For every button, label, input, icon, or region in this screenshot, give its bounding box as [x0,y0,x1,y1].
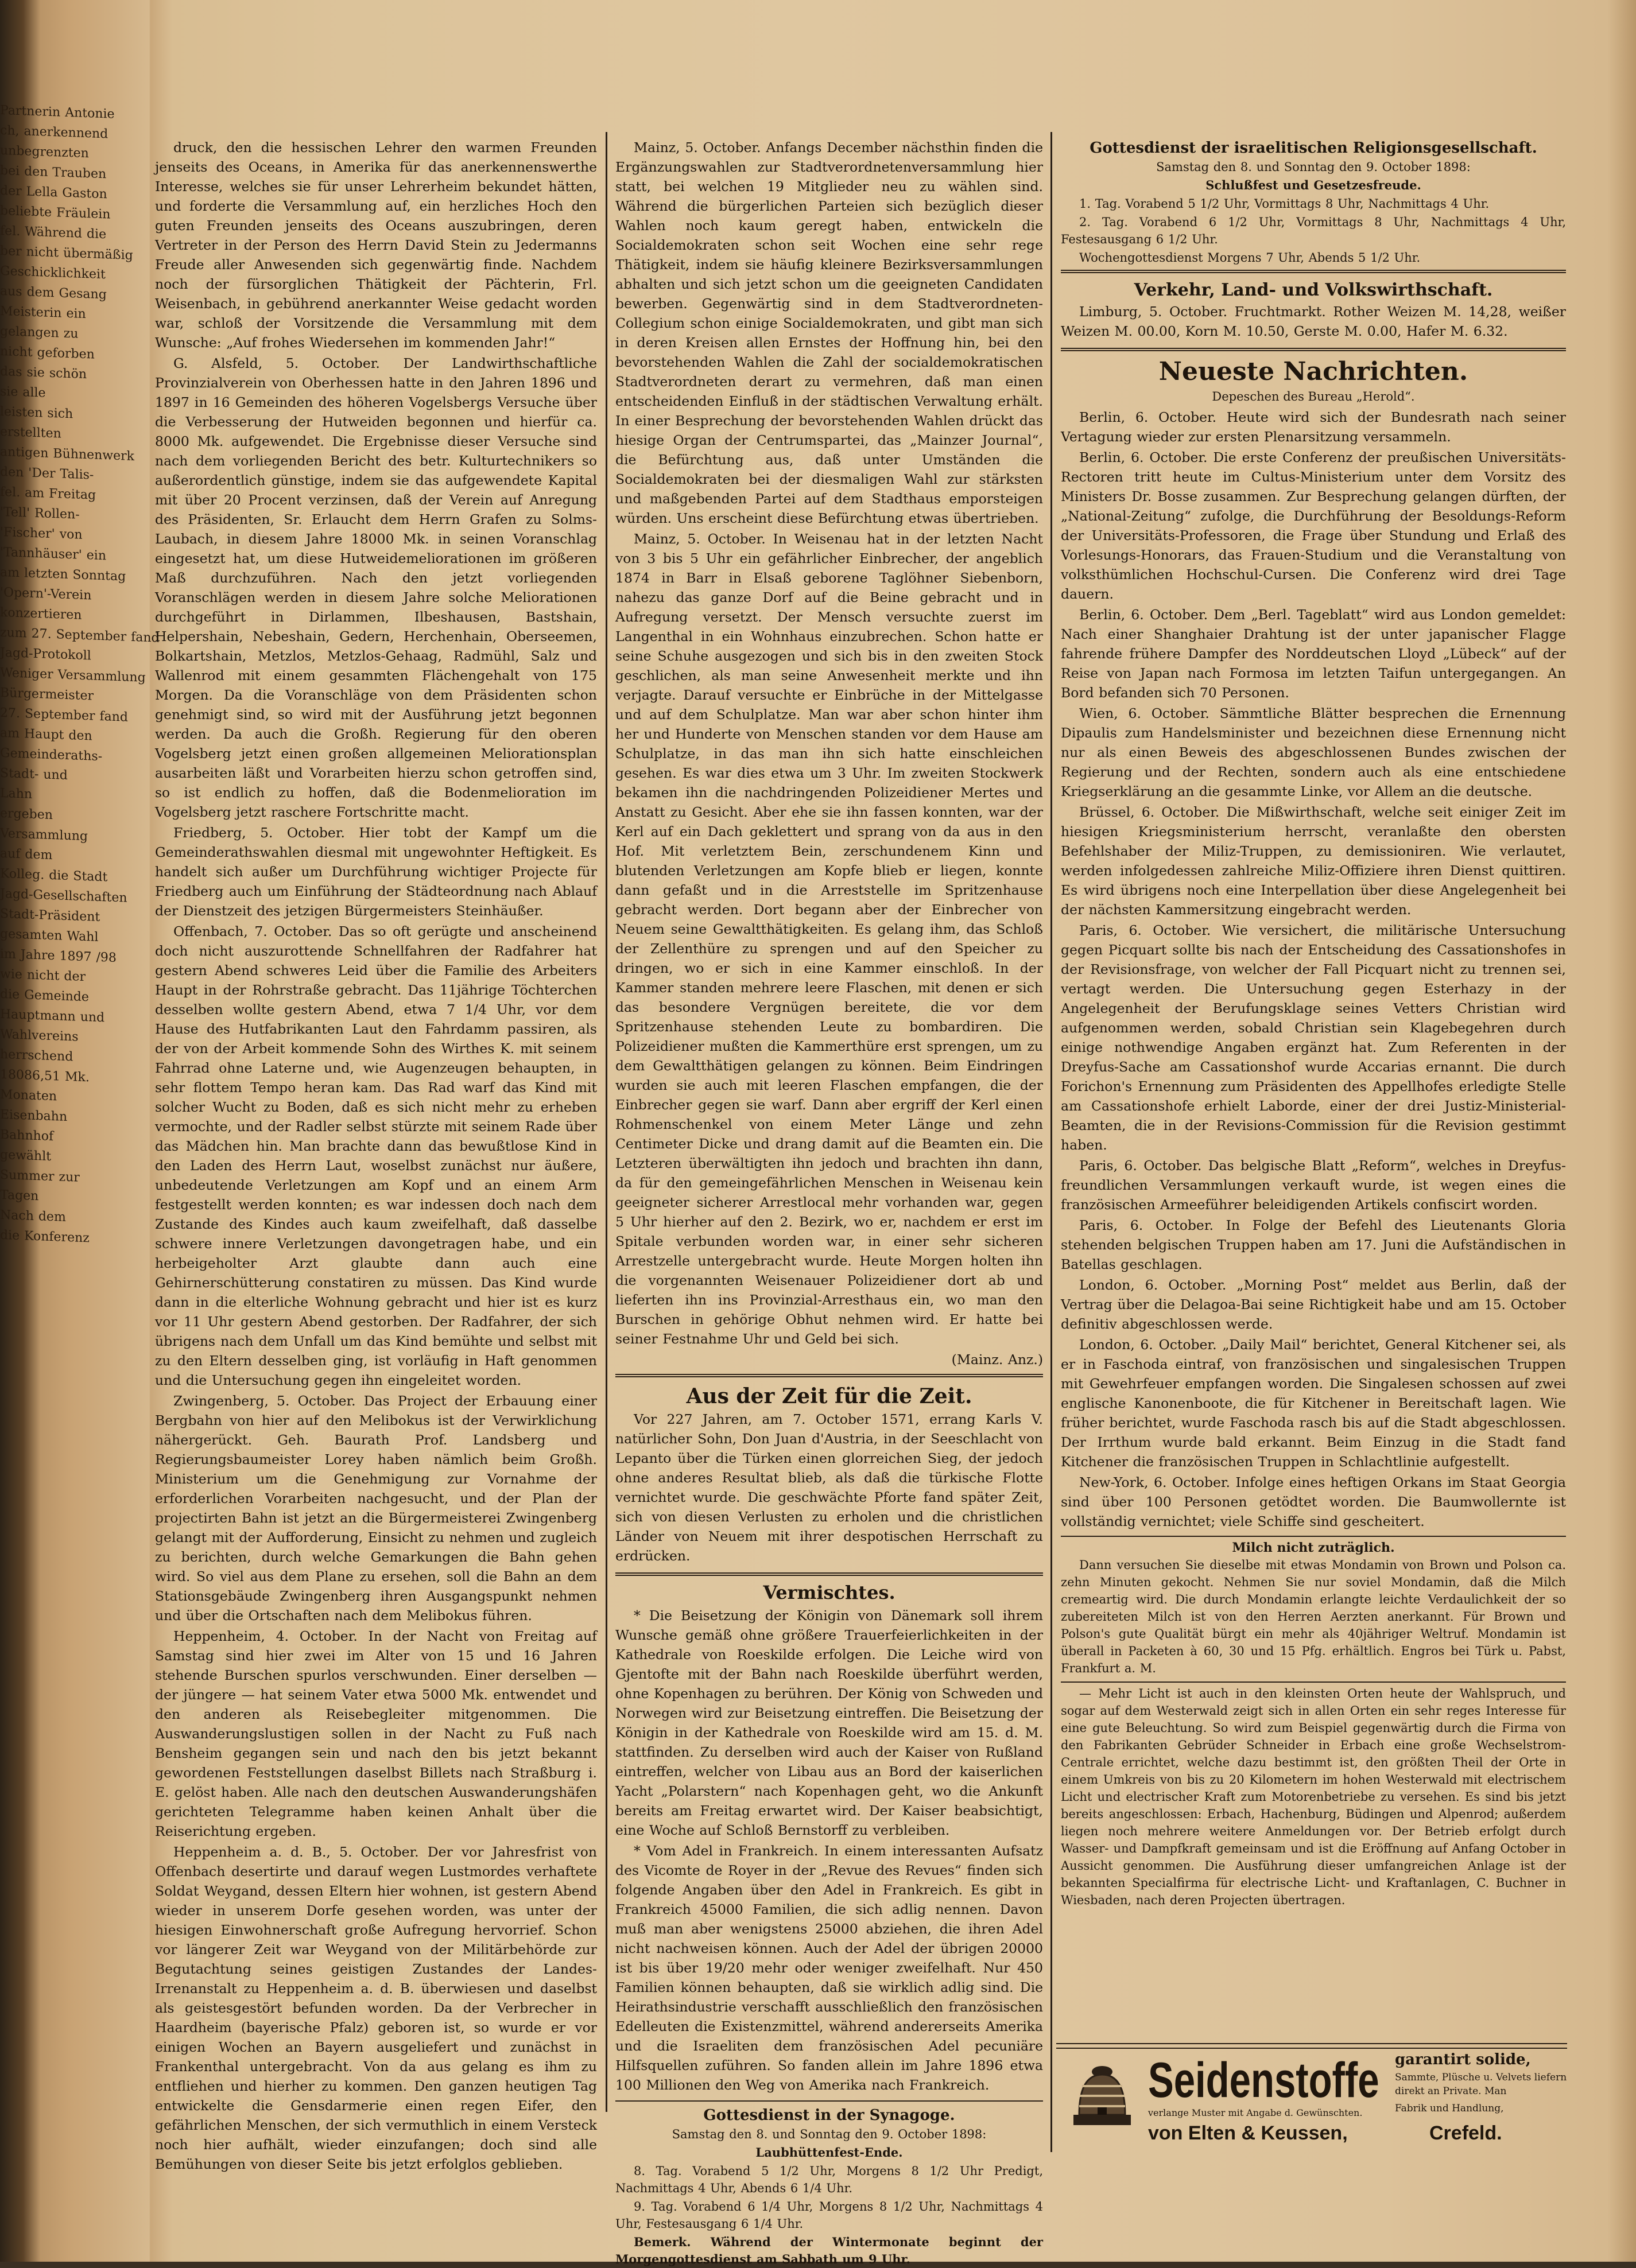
ad-right-2: Sammte, Plüsche u. Velvets liefern direkt an Private. Man [1395,2072,1567,2097]
licht-section [1061,1681,1566,1909]
left-page-line: bei den Trauben [0,163,107,182]
left-page-line: gewählt [0,1147,52,1164]
left-page-line: im Jahre 1897 /98 [0,946,117,965]
article-paragraph: Friedberg, 5. October. Hier tobt der Kampf um die Gemeinderathswahlen diesmal mit ungewohnter Heftigkeit. Es handelt sich außer um Durchführung wichtiger Projecte für Friedberg auch um Einführung der Städteordnung nach Ablauf der Dienstzeit des jetzigen Bürgermeisters Steinhäußer. [155,825,597,919]
left-page-line: 'Tell' Rollen- [0,504,80,522]
left-page-line: Bahnhof [0,1127,54,1144]
left-page-line: konzertieren [0,605,82,623]
article-paragraph: Heppenheim a. d. B., 5. October. Der vor Jahresfrist von Offenbach desertirte und darauf wegen Lustmordes verhaftete Soldat Weygand, dessen Eltern hier wohnen, ist gestern Abend wieder in unserem Dorfe gesehen worden, was unter der hiesigen Einwohnerschaft große Aufregung hervorrief. Schon vor längerer Zeit war Weygand von der Militärbehörde zur Begutachtung seines geistigen Zustandes der Landes-Irrenanstalt zu Heppenheim a. d. B. überwiesen und daselbst als geistesgestört befunden worden. Da der Verbrecher in Haardheim (bayerische Pfalz) geboren ist, so wurde er vor einigen Wochen an Bayern ausgeliefert und zunächst in Frankenthal untergebracht. Von da aus gelang es ihm zu entfliehen und hierher zu kommen. Den ganzen heutigen Tag entwickelte die Gensdarmerie einen regen Eifer, den gefährlichen Menschen, der sich vermuthlich in einem Versteck noch hier aufhält, wieder einzufangen; doch sind alle Bemühungen von dieser Seite bis jetzt erfolglos geblieben. [155,1844,597,2172]
left-page-line: Kolleg. die Stadt [0,866,108,885]
israel-line: Schlußfest und Gesetzesfreude. [1205,178,1421,192]
article-paragraph: Heppenheim, 4. October. In der Nacht von Freitag auf Samstag sind hier zwei im Alter von 15 und 16 Jahren stehende Burschen spurlos verschwunden. Einer derselben — der jüngere — hat seinem Vater etwa 5000 Mk. entwendet und den anderen als Reisebegleiter mitgenommen. Die Auswanderungslustigen sollen in der Nacht zu Fuß nach Bensheim gegangen sein und nach den bis jetzt bekannt gewordenen Feststellungen daselbst Billets nach Straßburg i. E. gelöst haben. Alle nach den deutschen Auswanderungshäfen gerichteten Telegramme haben keinen Anhalt über die Reiserichtung ergeben. [155,1628,597,1839]
section-subheading: Depeschen des Bureau „Herold“. [1212,390,1415,403]
column-1 [155,138,597,2172]
left-page-line: 'Tannhäuser' ein [0,545,107,564]
article-paragraph: * Vom Adel in Frankreich. In einem interessanten Aufsatz des Vicomte de Royer in der „Revue des Revues“ finden sich folgende Angaben über den Adel in Frankreich. Es gibt in Frankreich 45000 Familien, die sich adlig nennen. Davon muß man aber wenigstens 25000 abziehen, die ihren Adel nicht nachweisen können. Auch der Adel der übrigen 20000 ist bis über 19/20 mehr oder weniger zweifelhaft. Nur 450 Familien können behaupten, daß sie wirklich adlig sind. Die Heirathsindustrie verschafft ausschließlich den französischen Edelleuten die Existenzmittel, während andererseits Amerika und die Israeliten dem französischen Adel pecuniäre Hilfsquellen zuführen. So fanden allein im Jahre 1896 etwa 100 Millionen den Weg von Amerika nach Frankreich. [615,1843,1043,2093]
left-page-line: erstellten [0,424,61,441]
article-paragraph: G. Alsfeld, 5. October. Der Landwirthschaftliche Provinzialverein von Oberhessen hatte in den Jahren 1896 und 1897 in 16 Gemeinden des höheren Vogelsbergs Versuche über die Verbesserung der Hutweiden begonnen und hierfür ca. 8000 Mk. aufgewendet. Die Ergebnisse dieser Versuche sind nach dem vorliegenden Bericht des betr. Kulturtechnikers so außerordentlich günstige, indem sie das aufgewendete Kapital mit über 20 Procent verzinsen, daß der Verein auf Anregung des Präsidenten, Sr. Erlaucht dem Herrn Grafen zu Solms-Laubach, in diesem Jahre 18000 Mk. in seinen Voranschlag eingesetzt hat, um diese Hutweidemeliorationen im größeren Maß durchzuführen. Nach den jetzt vorliegenden Voranschlägen werden in diesem Jahre solche Meliorationen durchgeführt in Dirlammen, Ilbeshausen, Bastshain, Helpershain, Nebeshain, Gedern, Herchenhain, Oberseemen, Bolkartshain, Metzlos, Metzlos-Gehaag, Radmühl, Salz und Wallenrod mit einem gesammten Flächengehalt von 175 Morgen. Da die Voranschläge von dem Präsidenten schon genehmigt sind, so wird mit der Ausführung jetzt begonnen werden. Da auch die Großh. Regierung für den oberen Vogelsberg jetzt einen großen allgemeinen Meliorationsplan ausarbeiten läßt und Vorarbeiten hierzu schon getroffen sind, so ist endlich zu hoffen, daß die Bodenmelioration im Vogelsberg jetzt raschere Fortschritte macht. [155,355,597,820]
israel-line: Wochengottesdienst Morgens 7 Uhr, Abends 5 1/2 Uhr. [1079,251,1421,265]
column-rule [606,132,607,2112]
left-page-line: auf dem [0,846,53,863]
left-page-line: wie nicht der [0,966,86,985]
left-page-line: am Haupt den [0,725,92,744]
left-page-line: gesamten Wahl [0,926,99,945]
ad-right-3: Fabrik und Handlung, [1395,2103,1504,2114]
left-page-line: die Konferenz [0,1228,90,1246]
section-heading: Milch nicht zuträglich. [1232,1540,1395,1555]
left-page-line: 18086,51 Mk. [0,1067,90,1085]
ad-city: Crefeld. [1429,2122,1502,2144]
left-page-line: 27. September fand [0,705,128,725]
article-paragraph: Limburg, 5. October. Fruchtmarkt. Rother Weizen M. 14,28, weißer Weizen M. 00.00, Korn M. 10.50, Gerste M. 0.00, Hafer M. 6.32. [1061,304,1566,339]
ad-right-1: garantirt solide, [1395,2051,1531,2068]
synagoge-line: Bemerk. Während der Wintermonate beginnt der Morgengottesdienst am Sabbath um 9 Uhr. [615,2235,1043,2266]
left-page-line: Meisterin ein [0,304,86,322]
left-page-line: Hauptmann und [0,1007,105,1026]
left-page-line: Tagen [0,1187,39,1204]
article-paragraph: (Mainz. Anz.) [951,1352,1043,1368]
left-page-line: Weniger Versammlung [0,665,146,685]
ad-tiny: verlange Muster mit Angabe d. Gewünschten. [1148,2107,1363,2118]
aus-der-zeit-section [615,1374,1043,1576]
advertisement-seidenstoffe [1056,2043,1567,2152]
news-paragraph: Paris, 6. October. In Folge der Befehl des Lieutenants Gloria stehenden belgischen Truppen haben am 17. Juni die Aufständischen in Batellas geschlagen. [1061,1217,1566,1272]
left-page-line: Summer zur [0,1167,80,1185]
israel-section [1061,138,1566,266]
left-page-line: Monaten [0,1087,57,1104]
milch-section [1061,1536,1566,1677]
ad-top-rule [1056,2043,1567,2049]
left-page-line: Lahn [0,786,33,802]
news-paragraph: New-York, 6. October. Infolge eines heftigen Orkans im Staat Georgia sind über 100 Personen getödtet worden. Die Baumwollernte ist vollständig vernichtet; viele Schiffe sind gescheitert. [1061,1474,1566,1529]
article-paragraph: Mainz, 5. October. Anfangs December nächsthin finden die Ergänzungswahlen zur Stadtverordnetenversammlung hier statt, bei welchen 19 Mitglieder neu zu wählen sind. Während die bürgerlichen Parteien sich bezüglich dieser Wahlen noch kaum geregt haben, entwickeln die Socialdemokraten schon seit Wochen eine sehr rege Thätigkeit, indem sie häufig kleinere Bezirksversammlungen abhalten und sich jetzt schon um die geeigneten Candidaten bewerben. Gegenwärtig sind in dem Stadtverordneten-Collegium schon einige Socialdemokraten, und gibt man sich in deren Kreisen allen Ernstes der Hoffnung hin, bei den bevorstehenden Wahlen die Zahl der socialdemokratischen Stadtverordneten derart zu vermehren, daß man einen entscheidenden Einfluß in der städtischen Verwaltung erhält. In einer Besprechung der bevorstehenden Wahlen drückt das hiesige Organ der Centrumspartei, das „Mainzer Journal“, die Befürchtung aus, daß unter Umständen die Socialdemokraten bei der diesmaligen Wahl zur stärksten und maßgebenden Partei auf dem Stadthaus emporsteigen würden. Uns erscheint diese Befürchtung etwas übertrieben. [615,139,1043,526]
left-page-line: Jagd-Protokoll [0,645,91,663]
column-2 [615,138,1043,2266]
news-paragraph: Paris, 6. October. Das belgische Blatt „Reform“, welches in Dreyfus-freundlichen Versammlungen verkauft wurde, ist wegen eines die französischen Armeeführer beleidigenden Artikels confiscirt worden. [1061,1158,1566,1213]
left-page-line: antigen Bühnenwerk [0,444,134,464]
left-page-line: leisten sich [0,404,73,422]
left-page-line: Stadt-Präsident [0,906,100,925]
left-page-line: sie alle [0,384,46,401]
ad-title: Seidenstoffe [1148,2053,1379,2108]
left-page-line: herrschend [0,1047,73,1065]
left-page-line: Stadt- und [0,766,68,783]
israel-line: 2. Tag. Vorabend 6 1/2 Uhr, Vormittags 8 Uhr, Nachmittags 4 Uhr, Festesausgang 6 1/2 Uhr. [1061,215,1566,246]
left-page-line: Versammlung [0,826,88,844]
left-page-line: Gemeinderaths- [0,745,103,764]
israel-line: 1. Tag. Vorabend 5 1/2 Uhr, Vormittags 8 Uhr, Nachmittags 4 Uhr. [1079,197,1490,211]
left-page-line: am letzten Sonntag [0,565,126,584]
synagoge-line: 8. Tag. Vorabend 5 1/2 Uhr, Morgens 8 1/2 Uhr Predigt, Nachmittags 4 Uhr, Abends 6 1/4 Uhr. [615,2164,1043,2195]
left-page-line: aus dem Gesang [0,284,107,302]
left-page-line: fel. am Freitag [0,484,96,503]
left-page-line: gelangen zu [0,324,79,341]
synagoge-line: 9. Tag. Vorabend 6 1/4 Uhr, Morgens 8 1/2 Uhr, Nachmittags 4 Uhr, Festesausgang 6 1/4 Uhr. [615,2200,1043,2231]
left-page-line: Nach dem [0,1207,66,1225]
article-paragraph: Offenbach, 7. October. Das so oft gerügte und anscheinend doch nicht auszurottende Schnellfahren der Radfahrer hat gestern Abend schweres Leid über die Familie des Arbeiters Haupt in der Rohrstraße gebracht. Das 11jährige Töchterchen desselben wollte gestern Abend, etwa 7 1/4 Uhr, vor dem Hause des Hutfabrikanten Laut den Fahrdamm passiren, als der von der Arbeit kommende Sohn des Wirthes K. mit seinem Fahrrad ohne Laterne und, wie Augenzeugen behaupten, in sehr flottem Tempo heran kam. Das Rad warf das Kind mit solcher Wucht zu Boden, daß es sich nicht mehr zu erheben vermochte, und der Radler selbst stürzte mit seinem Rade über das Mädchen hin. Man brachte dann das bewußtlose Kind in den Laden des Herrn Laut, woselbst zunächst nur äußere, unbedeutende Verletzungen am Kopf und an einem Arm festgestellt werden konnten; es war indessen doch nach dem Zustande des Kindes auch kaum zweifelhaft, daß dasselbe schwere innere Verletzungen davongetragen habe, und ein herbeigeholter Arzt glaubte dann auch eine Gehirnerschütterung constatiren zu müssen. Das Kind wurde dann in die elterliche Wohnung gebracht und hier ist es kurz vor 11 Uhr gestern Abend gestorben. Der Radfahrer, der sich übrigens nach dem Unfall um das Kind bemühte und selbst mit zu den Eltern desselben ging, ist vorläufig in Haft genommen und die Untersuchung gegen ihn eingeleitet worden. [155,923,597,1388]
left-page-line: Bürgermeister [0,685,94,704]
beehive-logo-icon [1062,2060,1142,2129]
neueste-section [1061,356,1566,1531]
section-heading: Gottesdienst der israelitischen Religionsgesellschaft. [1090,139,1537,157]
section-heading: Aus der Zeit für die Zeit. [686,1384,972,1408]
left-page-line: der Lella Gaston [0,183,107,202]
israel-line: Samstag den 8. und Sonntag den 9. October 1898: [1156,160,1471,174]
left-page-line: das sie schön [0,364,87,382]
news-paragraph: Wien, 6. October. Sämmtliche Blätter besprechen die Ernennung Dipaulis zum Handelsminister und bezeichnen diese Ernennung nicht nur als einen Beweis des abgeschlossenen Bundes zwischen der Regierung und der Rechten, sondern auch als eine entschiedene Kriegserklärung an die gesammte Linke, vor Allem an die deutsche. [1061,705,1566,799]
section-heading: Verkehr, Land- und Volkswirthschaft. [1134,280,1493,300]
left-page-line: Partnerin Antonie [0,103,115,122]
article-paragraph: Dann versuchen Sie dieselbe mit etwas Mondamin von Brown und Polson ca. zehn Minuten gekocht. Nehmen Sie nur soviel Mondamin, daß die Milch cremeartig wird. Die durch Mondamin erlangte leichte Verdaulichkeit der so zubereiteten Milch ist von den Herren Aerzten anerkannt. Für Brown und Polson's gute Qualität bürgt ein mehr als 40jähriger Weltruf. Mondamin ist überall in Packeten à 60, 30 und 15 Pfg. erhältlich. Engros bei Türk u. Pabst, Frankfurt a. M. [1061,1558,1566,1675]
left-page-line: beliebte Fräulein [0,203,111,222]
news-paragraph: London, 6. October. „Morning Post“ meldet aus Berlin, daß der Vertrag über die Delagoa-Bai seine Richtigkeit habe und am 15. October definitiv abgeschlossen werde. [1061,1277,1566,1332]
left-page-line: unbegrenzten [0,143,89,161]
news-paragraph: Brüssel, 6. October. Die Mißwirthschaft, welche seit einiger Zeit im hiesigen Kriegsministerium herrscht, veranlaßte den obersten Befehlshaber der Miliz-Truppen, zu demissioniren. Wie verlautet, werden infolgedessen zahlreiche Miliz-Offiziere ihren Dienst quittiren. Es wird übrigens noch eine Interpellation über diese Angelegenheit bei der nächsten Kammersitzung eingebracht werden. [1061,804,1566,918]
verkehr-section [1061,270,1566,351]
left-page-line: den 'Der Talis- [0,464,94,483]
news-paragraph: Berlin, 6. October. Dem „Berl. Tageblatt“ wird aus London gemeldet: Nach einer Shanghaier Drahtung ist der unter japanischer Flagge fahrende frühere Dampfer des Norddeutschen Lloyd „Lübeck“ auf der Reise von Japan nach Formosa im letzten Taifun untergegangen. An Bord befanden sich 70 Personen. [1061,607,1566,701]
left-page-line: Eisenbahn [0,1107,68,1124]
section-heading: Vermischtes. [763,1582,895,1603]
left-page-line: 'Fischer' von [0,525,83,542]
synagoge-line: Samstag den 8. und Sonntag den 9. October 1898: [672,2127,987,2141]
ad-firm: von Elten & Keussen, [1148,2122,1348,2144]
article-paragraph: * Die Beisetzung der Königin von Dänemark soll ihrem Wunsche gemäß ohne größere Trauerfeierlichkeiten in der Kathedrale von Roeskilde erfolgen. Die Leiche wird von Gjentofte mit der Bahn nach Roeskilde überführt werden, ohne Kopenhagen zu berühren. Der König von Schweden und Norwegen wird zur Beisetzung eintreffen. Die Beisetzung der Königin in der Kathedrale von Roeskilde wird am 15. d. M. stattfinden. Zu derselben wird auch der Kaiser von Rußland eintreffen, welcher von Libau aus an Bord der kaiserlichen Yacht „Polarstern“ nach Kopenhagen geht, wo die Ankunft bereits am Freitag erwartet wird. Der Kaiser beabsichtigt, eine Woche auf Schloß Bernstorff zu verbleiben. [615,1607,1043,1838]
article-paragraph: — Mehr Licht ist auch in den kleinsten Orten heute der Wahlspruch, und sogar auf dem Westerwald zeigt sich in allen Orten ein sehr reges Interesse für eine gute Beleuchtung. So wird zum Beispiel gegenwärtig durch die Firma von den Fabrikanten Gebrüder Schneider in Erbach eine große Wechselstrom-Centrale errichtet, welche dazu bestimmt ist, den größten Theil der Orte in einem Umkreis von bis zu 20 Kilometern im hohen Westerwald mit electrischem Licht und electrischer Kraft zum Motorenbetriebe zu versehen. Es sind bis jetzt bereits angeschlossen: Erbach, Hachenburg, Büdingen und Alpenrod; außerdem liegen noch mehrere weitere Anmeldungen vor. Der Betrieb erfolgt durch Wasser- und Dampfkraft gemeinsam und ist die Eröffnung auf Anfang October in Aussicht genommen. Die Ausführung dieser umfangreichen Anlage ist der bekannten Specialfirma für electrische Licht- und Kraftanlagen, C. Buchner in Wiesbaden, nach deren Projecten übertragen. [1061,1687,1566,1907]
article-paragraph: Mainz, 5. October. In Weisenau hat in der letzten Nacht von 3 bis 5 Uhr ein gefährlicher Einbrecher, der angeblich 1874 in Barr in Elsaß geborene Taglöhner Siebenborn, nahezu das ganze Dorf auf die Beine gebracht und in Aufregung versetzt. Der Mensch versuchte zuerst im Langenthal in ein Wohnhaus einzubrechen. Schon hatte er seine Schuhe ausgezogen und sich bis in den zweiten Stock geschlichen, als man seine Anwesenheit merkte und ihn verjagte. Darauf versuchte er Einbrüche in der Mittelgasse und auf dem Schulplatze. Man war aber schon hinter ihm her und Hunderte von Menschen standen vor dem Hause am Schulplatze, in das man ihn sich hatte einschleichen gesehen. Es war dies etwa um 3 Uhr. Im zweiten Stockwerk bekamen ihn die nachdringenden Polizeidiener Mertes und Anstatt zu Gesicht. Aber ehe sie ihn fassen konnten, war der Kerl auf ein Dach geklettert und sprang von da aus in den Hof. Mit verletztem Bein, zerschundenem Kinn und blutenden Verletzungen am Kopfe blieb er liegen, konnte dann gefaßt und in die Arreststelle im Spritzenhause gebracht werden. Dort begann aber der Einbrecher von Neuem seine Gewaltthätigkeiten. Es gelang ihm, das Schloß der Zellenthüre zu sprengen und auf den Speicher zu dringen, wo er sich in eine Kammer einschloß. In der Kammer standen mehrere leere Flaschen, mit denen er sich das besondere Vergnügen bereitete, die vor dem Spritzenhause stehenden Leute zu bombardiren. Die Polizeidiener mußten die Kammerthüre erst sprengen, um zu dem Gewaltthätigen gelangen zu können. Beim Eindringen wurden sie auch mit leeren Flaschen empfangen, die der Einbrecher gegen sie warf. Dann aber ergriff der Kerl einen Rohmenschenkel von einem Meter Länge und zehn Centimeter Dicke und drang damit auf die Beamten ein. Die Letzteren überwältigten ihn jedoch und brachten ihn dann, da für den gemeingefährlichen Menschen in Weisenau kein geeigneter sicherer Arrestlocal mehr vorhanden war, gegen 5 Uhr hierher auf den 2. Bezirk, wo er, nachdem er erst im Spitale verbunden worden war, in einer sehr sicheren Arrestzelle untergebracht wurde. Heute Morgen holten ihn die vorgenannten Weisenauer Polizeidiener dort ab und lieferten ihn ins Provinzial-Arresthaus ein, wo man den Burschen in gehörige Obhut nehmen wird. Er hatte bei seiner Festnahme Uhr und Geld bei sich. [615,531,1043,1347]
left-page-line: ch, anerkennend [0,123,108,142]
section-heading: Neueste Nachrichten. [1158,357,1468,386]
column-rule [1050,132,1052,2152]
left-page-line: Geschicklichkeit [0,263,106,282]
left-page-line: zum 27. September fand [0,625,160,646]
left-page-line: nicht geforben [0,344,95,362]
news-paragraph: London, 6. October. „Daily Mail“ berichtet, General Kitchener sei, als er in Faschoda eintraf, von französischen und singalesischen Truppen mit Gewehrfeuer empfangen worden. Die Singalesen schossen auf zwei englische Kanonenboote, die für Kitchener in Bereitschaft lagen. Wie früher berichtet, wurde Faschoda rasch bis auf die Stadt abgeschlossen. Der Irrthum wurde bald erkannt. Beim Einzug in die Stadt fand Kitchener die französischen Truppen in Schlachtlinie aufgestellt. [1061,1337,1566,1470]
article-paragraph: Zwingenberg, 5. October. Das Project der Erbauung einer Bergbahn von hier auf den Melibokus ist der Verwirklichung nähergerückt. Geh. Baurath Prof. Landsberg und Regierungsbaumeister Lorey haben nämlich beim Großh. Ministerium um die Genehmigung zur Vornahme der erforderlichen Vorarbeiten nachgesucht, und der Plan der projectirten Bahn ist jetzt an die Bürgermeisterei Zwingenberg gelangt mit der Aufforderung, Einsicht zu nehmen und zugleich zu berichten, durch welche Gemarkungen die Bahn gehen wird. So viel aus dem Plane zu ersehen, soll die Bahn an dem Stationsgebäude Zwingenberg ihren Ausgangspunkt nehmen und über die Ortschaften nach dem Melibokus führen. [155,1393,597,1624]
left-page-line: die Gemeinde [0,987,89,1005]
left-page-line: Jagd-Gesellschaften [0,886,127,906]
news-paragraph: Berlin, 6. October. Heute wird sich der Bundesrath nach seiner Vertagung wieder zur ersten Plenarsitzung versammeln. [1061,409,1566,445]
left-page-line: ber nicht übermäßig [0,243,133,263]
left-page-line: fel. Während die [0,223,107,242]
article-paragraph: Vor 227 Jahren, am 7. October 1571, errang Karls V. natürlicher Sohn, Don Juan d'Austria, in der Seeschlacht von Lepanto über die Türken einen glorreichen Sieg, der jedoch ohne anderes Resultat blieb, als daß die türkische Flotte vernichtet wurde. Die geschwächte Pforte fand später Zeit, sich von diesen Verlusten zu erholen und die christlichen Länder von Neuem mit ihrer despotischen Herrschaft zu erdrücken. [615,1411,1043,1564]
left-page-line: 'Opern'-Verein [0,585,92,603]
article-paragraph: druck, den die hessischen Lehrer den warmen Freunden jenseits des Oceans, in Amerika für das anerkennenswerthe Interesse, welches sie für unser Lehrerheim bekundet hätten, und forderte die Versammlung auf, ein herzliches Hoch den guten Freunden jenseits des Oceans auszubringen, deren Vertreter in der Person des Herrn David Stein zu Jedermanns Freude aller Anwesenden sich gegenwärtig finde. Nachdem noch der fürsorglichen Thätigkeit der Pächterin, Frl. Weisenbach, in gebührend anerkannter Weise gedacht worden war, schloß der Vorsitzende die Versammlung mit dem Wunsche: „Auf frohes Wiedersehen im kommenden Jahr!“ [155,139,597,351]
vermischtes-section [615,1579,1043,2095]
left-page-line: ergeben [0,806,53,823]
left-page-fragment [0,101,160,2229]
column-3 [1061,138,1566,2026]
news-paragraph: Paris, 6. October. Wie versichert, die militärische Untersuchung gegen Picquart sollte bis nach der Entscheidung des Cassationshofes in der Revisionsfrage, von welcher der Fall Picquart nicht zu trennen sei, vertagt werden. Die Untersuchung gegen Esterhazy in der Angelegenheit der Berufungsklage seines Vetters Christian wird aufgenommen werden, sobald Christian sein Klagebegehren durch einige nothwendige Angaben ergänzt hat. Zum Referenten in der Dreyfus-Sache am Cassationshof wurde Accarias ernannt. Die durch Forichon's Ernennung zum Präsidenten des Appellhofes erledigte Stelle am Cassationshofe erhielt Laborde, einer der drei Justiz-Ministerial-Beamten, die in der Revisions-Commission für die Revision gestimmt haben. [1061,922,1566,1153]
synagoge-line: Laubhüttenfest-Ende. [755,2145,903,2160]
section-heading: Gottesdienst in der Synagoge. [703,2107,955,2124]
left-page-line: Wahlvereins [0,1027,79,1044]
synagoge-section [615,2100,1043,2268]
news-paragraph: Berlin, 6. October. Die erste Conferenz der preußischen Universitäts-Rectoren tritt heute im Cultus-Ministerium unter dem Vorsitz des Ministers Dr. Bosse zusammen. Zur Besprechung gelangen dürften, der „National-Zeitung“ zufolge, die Durchführung der Besoldungs-Reform der Universitäts-Professoren, die Frage über Stundung und Erlaß des Vorlesungs-Honorars, das Frauen-Studium und die Veranstaltung von volksthümlichen Hochschul-Cursen. Die Conferenz wird drei Tage dauern. [1061,449,1566,602]
